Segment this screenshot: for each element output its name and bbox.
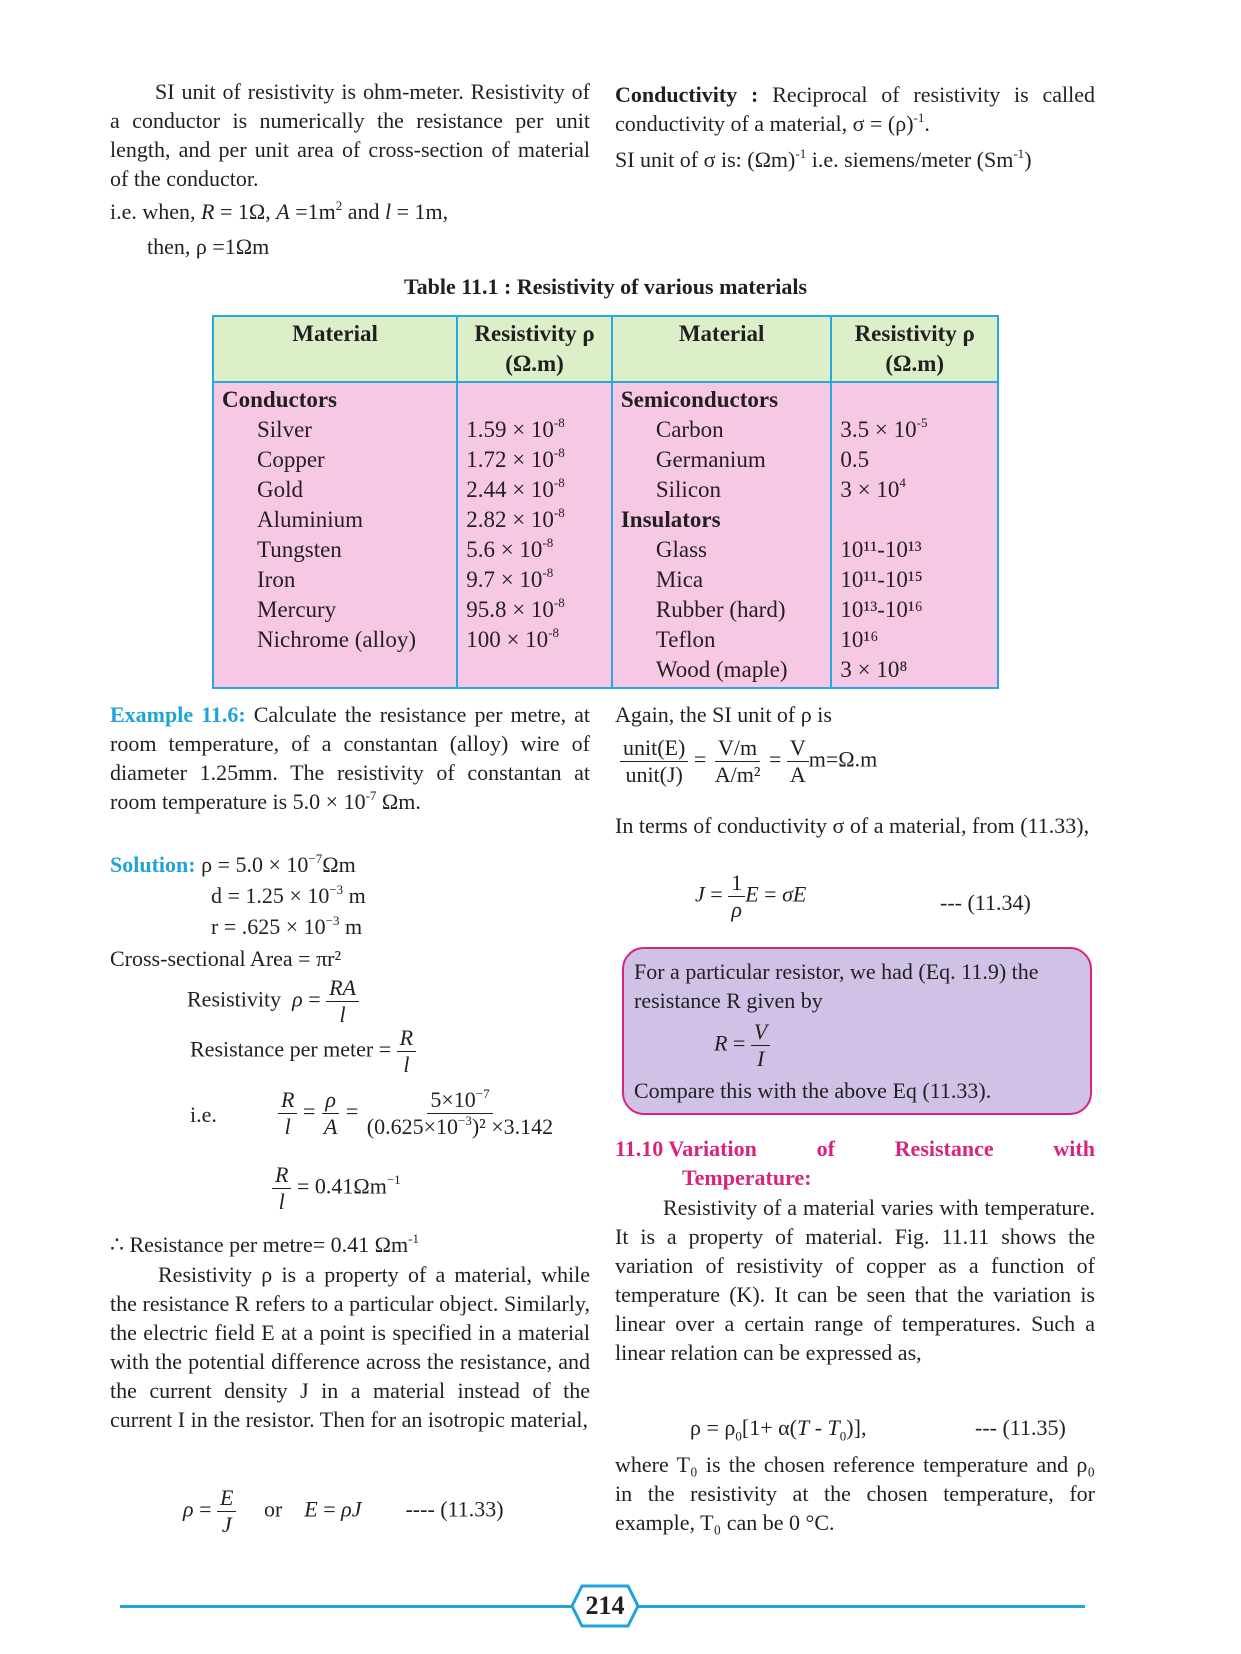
resistance-per-meter-formula: Resistance per meter = $\frac{R}{l}$ bbox=[190, 1025, 416, 1078]
list-item: Tungsten bbox=[257, 537, 342, 562]
left-material-cell bbox=[213, 382, 457, 688]
list-item: $3 \times 10^4$ bbox=[840, 475, 906, 502]
list-item: 3 × 10⁸ bbox=[840, 657, 908, 682]
header-resistivity-1: Resistivity ρ (Ω.m) bbox=[457, 316, 612, 382]
resistivity-formula: Resistivity ρ = $\frac{RA}{l}$ bbox=[187, 975, 359, 1028]
list-item: Aluminium bbox=[257, 507, 364, 532]
solution-line-1: Solution: $\rho = 5.0 \times 10^{-7}\Omega m$ bbox=[110, 850, 356, 877]
list-item: Wood (maple) bbox=[655, 657, 788, 682]
unit-formula: $\frac{\text{unit(E)}}{\text{unit(J)}}$ = $\frac{V/m}{\text{A/m²}}$ = $\frac{V}{A}$ m=Ω.m bbox=[620, 735, 877, 788]
equation-11-34-label: --- (11.34) bbox=[940, 890, 1031, 915]
then-line: then, ρ =1Ωm bbox=[147, 234, 270, 259]
note-text-1: For a particular resistor, we had (Eq. 11.9) the resistance R given by bbox=[634, 959, 1039, 1013]
section-title: 11.10 Variation of Resistance with bbox=[615, 1136, 1095, 1161]
note-formula: R = $\frac{V}{I}$ bbox=[714, 1019, 1080, 1072]
group-conductors: Conductors bbox=[222, 387, 338, 412]
resistivity-property-paragraph: Resistivity ρ is a property of a material, while the resistance R refers to a particular object. Similarly, the electric field E at a point is specified in a material with the potential difference across the resistance, and the current density J in a material instead of the current I in the resistor. Then for an isotropic material, bbox=[110, 1262, 590, 1432]
left-value-cell bbox=[457, 382, 612, 688]
list-item: 10¹³-10¹⁶ bbox=[840, 597, 923, 622]
conductivity-paragraph: Conductivity : Reciprocal of resistivity is called conductivity of a material, $\sigma = (\rho)^{-1}$. bbox=[615, 82, 1096, 136]
solution-line-2: $d = 1.25 \times 10^{-3}$ m bbox=[211, 881, 366, 908]
list-item: 0.5 bbox=[840, 447, 870, 472]
list-item: Rubber (hard) bbox=[655, 597, 786, 622]
resistivity-table bbox=[212, 315, 999, 689]
header-material-2: Material bbox=[612, 316, 832, 382]
list-item: $3.5 \times 10^{-5}$ bbox=[840, 415, 928, 442]
list-item: $1.59 \times 10^{-8}$ bbox=[466, 415, 565, 442]
si-unit-conductivity: SI unit of σ is: $(\Omega m)^{-1}$ i.e. siemens/meter $(Sm^{-1})$ bbox=[615, 145, 1032, 172]
right-value-cell bbox=[831, 382, 998, 688]
example-paragraph: Example 11.6: Calculate the resistance per metre, at room temperature, of a constantan (alloy) wire of diameter 1.25mm. The resistivity of constantan at room temperature is $5.0 \times 10^{-7}$ Ωm. bbox=[110, 702, 590, 814]
area-line: Cross-sectional Area = πr² bbox=[110, 946, 342, 971]
list-item: Mercury bbox=[257, 597, 337, 622]
list-item: $95.8 \times 10^{-8}$ bbox=[466, 595, 565, 622]
section-title-2: Temperature: bbox=[682, 1165, 812, 1190]
intro-paragraph: SI unit of resistivity is ohm-meter. Resistivity of a conductor is numerically the resistance per unit length, and per unit area of cross-section of material of the conductor. bbox=[110, 79, 590, 191]
group-insulators: Insulators bbox=[620, 507, 721, 532]
list-item: Germanium bbox=[655, 447, 766, 472]
list-item: $100 \times 10^{-8}$ bbox=[466, 625, 560, 652]
temperature-paragraph: Resistivity of a material varies with temperature. It is a property of material. Fig. 11.11 shows the variation of resistivity of copper as a function of temperature (K). It can be seen that the variation is linear over a certain range of temperatures. Such a linear relation can be expressed as, bbox=[615, 1195, 1095, 1365]
equation-11-35-label: --- (11.35) bbox=[975, 1415, 1066, 1440]
header-resistivity-2: Resistivity ρ (Ω.m) bbox=[831, 316, 998, 382]
list-item: Iron bbox=[257, 567, 296, 592]
note-box bbox=[622, 947, 1092, 1115]
list-item: 10¹¹-10¹⁵ bbox=[840, 567, 923, 592]
ie-when-line: i.e. when, R = 1Ω, $A =1m^2$ and l = 1m, bbox=[110, 197, 449, 224]
list-item: $9.7 \times 10^{-8}$ bbox=[466, 565, 554, 592]
result-formula: $\frac{R}{l}$ = $0.41\Omega m^{-1}$ bbox=[272, 1162, 401, 1215]
header-material-1: Material bbox=[213, 316, 457, 382]
list-item: Silicon bbox=[655, 477, 722, 502]
list-item: $1.72 \times 10^{-8}$ bbox=[466, 445, 565, 472]
list-item: Nichrome (alloy) bbox=[257, 627, 417, 652]
right-material-cell bbox=[612, 382, 832, 688]
solution-line-3: $r = .625 \times 10^{-3}$ m bbox=[211, 912, 363, 939]
list-item: Carbon bbox=[655, 417, 724, 442]
list-item: Copper bbox=[257, 447, 325, 472]
list-item: Gold bbox=[257, 477, 303, 502]
list-item: $2.44 \times 10^{-8}$ bbox=[466, 475, 565, 502]
equation-11-34: J = $\frac{1}{\rho}$ E = σE bbox=[695, 870, 807, 922]
note-text-2: Compare this with the above Eq (11.33). bbox=[634, 1078, 992, 1103]
calc-formula: $\frac{R}{l}$ = $\frac{\rho}{A}$ = $\frac{5\times 10^{-7}}{(0.625\times 10^{-3})^2 \times 3.142}$ bbox=[278, 1087, 556, 1140]
therefore-line: ∴ Resistance per metre= 0.41 $\Omega m^{-1}$ bbox=[110, 1230, 419, 1257]
footer-line-left bbox=[120, 1605, 575, 1608]
list-item: Mica bbox=[655, 567, 704, 592]
equation-11-33: ρ = $\frac{E}{J}$ or E = ρJ ---- (11.33) bbox=[183, 1485, 504, 1537]
list-item: 10¹⁶ bbox=[840, 627, 879, 652]
ie-label: i.e. bbox=[190, 1102, 217, 1127]
table-caption: Table 11.1 : Resistivity of various materials bbox=[403, 274, 808, 299]
footer-line-right bbox=[635, 1605, 1085, 1608]
again-line: Again, the SI unit of ρ is bbox=[615, 702, 832, 727]
list-item: $5.6 \times 10^{-8}$ bbox=[466, 535, 554, 562]
list-item: Teflon bbox=[655, 627, 716, 652]
where-paragraph: where T₀ is the chosen reference temperature and ρ₀ in the resistivity at the chosen temperature, for example, T₀ can be 0 °C. bbox=[615, 1452, 1095, 1535]
list-item: Glass bbox=[655, 537, 707, 562]
conductivity-form-paragraph: In terms of conductivity σ of a material, from (11.33), bbox=[615, 813, 1090, 838]
list-item: 10¹¹-10¹³ bbox=[840, 537, 922, 562]
equation-11-35: $\rho = \rho_0[1+ \alpha(T - T_0)]$, bbox=[690, 1415, 867, 1444]
group-semiconductors: Semiconductors bbox=[620, 387, 779, 412]
list-item: $2.82 \times 10^{-8}$ bbox=[466, 505, 565, 532]
list-item: Silver bbox=[257, 417, 312, 442]
page-number: 214 bbox=[585, 1591, 625, 1620]
